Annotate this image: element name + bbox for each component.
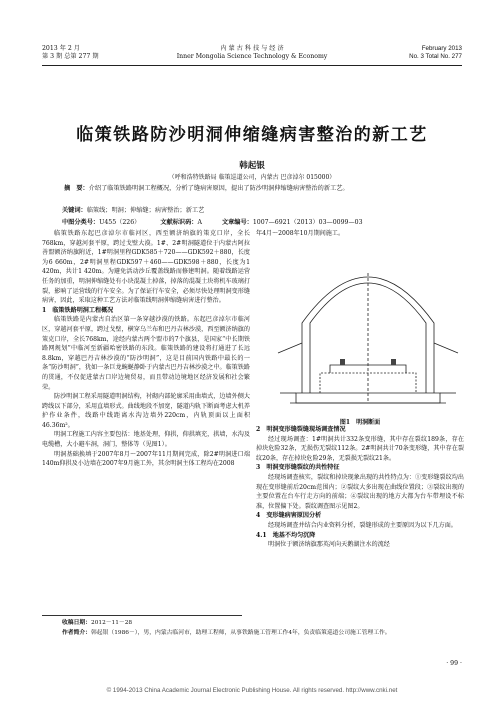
- doc-code: [160, 217, 202, 226]
- clc-label: 中图分类号：: [62, 219, 100, 226]
- paragraph: 明洞位于额济纳旗那英河向天鹅湖注水的流经: [268, 541, 390, 549]
- footnote: [62, 619, 462, 638]
- section-heading: 3 明洞变形缝裂纹的共性特征: [256, 464, 340, 472]
- author-bio: [62, 629, 462, 639]
- received-label: 收稿日期：: [62, 620, 91, 626]
- journal-name-en: Inner Mongolia Science Technology & Economy: [176, 53, 328, 61]
- paragraph: 明洞基础换填于2007年8月～2007年11月期间完成，除2#明洞进口端140m仰拱及小边墙在2007年9月施工外，其余明洞主体工程均在2008: [42, 450, 250, 468]
- id-value: 1007—6921（2013）03—0099—03: [252, 219, 363, 226]
- abstract: [42, 184, 462, 193]
- section-heading: 1 临策铁路明洞工程概况: [42, 306, 114, 314]
- tunnel-cross-section-figure: [270, 253, 466, 411]
- keywords-label: 关键词：: [62, 207, 87, 214]
- paragraph: 经现场调查并结合内业资料分析，裂缝形成的主要原因为以下几方面。: [268, 521, 457, 529]
- clc-number: [62, 217, 140, 226]
- id-label: 文章编号：: [221, 219, 253, 226]
- paragraph: 防沙明洞工程采用隧道明洞结构，衬砌内部轮廓采用曲墙式，边墙外侧大跨线以下部分，采用直墙形式。曲线地段不加宽，隧道内轨下断面考虑大机养护作业条件，线路中线距离水沟边墙外220cm，内轨顶面以上面积46.36m²。: [42, 393, 250, 429]
- keywords-text: 临策线；明洞；伸缩缝；病害整治；新工艺: [86, 207, 205, 214]
- doc-value: A: [197, 219, 202, 226]
- received-value: 2012－11－28: [91, 620, 133, 626]
- abstract-label: 摘 要：: [64, 185, 89, 192]
- paragraph: 经现场调查核实，裂纹和掉块现象出现的共性特点为：①变形缝裂纹均出现在变形缝前后20cm范围内；②裂纹大多出现在曲线位置段；③裂纹出现的主要位置在台车行走方向的前端；④裂纹出现的地方大都为台车带埋设不标准，位置偏下处。裂纹调查图示见图2。: [256, 473, 464, 510]
- paragraph: 明洞工程施工内容主要包括：地基处理，仰拱，仰拱填充，拱墙，水沟及电缆槽，大小避车洞，洞门，整体等（见图1）。: [42, 431, 250, 449]
- section-heading: 4 变形缝病害原因分析: [256, 512, 322, 520]
- article-id: [222, 217, 363, 226]
- header-issue: 第 3 期 总第 277 期: [42, 53, 99, 61]
- clc-value: U455（226）: [99, 219, 141, 226]
- journal-date-issue-en: [409, 45, 462, 62]
- paragraph: 经过现场调查：1#明洞共计332条变形缝，其中存在裂纹189条，存在掉块危险32条，无损伤无裂纹112条。2#明洞共计70条变形缝，其中存在裂纹20条，存在掉块危险29条，无裂损无裂纹21条。: [256, 435, 464, 462]
- left-column: [42, 229, 250, 469]
- author-bio-text: 韩起银（1986－），男，内蒙古临河市，助理工程师，从事铁路施工管理工作4年，负责临策巡道公司施工管理工作。: [91, 629, 391, 636]
- article-meta: [62, 217, 462, 226]
- section-heading: 2 明洞变形缝裂缝现场调查情况: [256, 426, 346, 433]
- paragraph: 年4月～2008年10月期间施工。: [256, 230, 345, 237]
- right-column: [256, 425, 464, 550]
- journal-name-cn: 内 蒙 古 科 技 与 经 济: [220, 45, 284, 52]
- doc-label: 文献标识码：: [160, 219, 198, 226]
- paragraph: 临策铁路是内蒙古自治区第一条穿越沙漠的铁路。东起巴彦淖尔市临河区，穿越河套平原，跨过戈壁，横穿乌兰布和巴丹吉林沙漠，西至额济纳旗的策克口岸，全长768km，途经内蒙古两个盟市的7个旗县，是国家“中长期铁路网规划”中临河至新疆哈密铁路的东段。临策铁路的建设将打通进了长远8.8km，穿越巴丹吉林沙漠的“防沙明洞”，这是目前国内铁路中最长的一条“防沙明洞”，犹如一条巨龙蜿蜒静卧于内蒙古巴丹吉林沙漠之中。临策铁路的贯通，不仅促进蒙古口岸边境贸易，而且带动边境地区经济发展和社会繁荣。: [42, 316, 250, 391]
- page-number: · 99 ·: [446, 660, 462, 667]
- header-date: 2013 年 2 月: [42, 45, 80, 52]
- header-date-en: February 2013: [421, 45, 462, 52]
- footnote-rule: [42, 615, 242, 616]
- right-column-top: [256, 229, 464, 239]
- author-affiliation: （呼和浩特铁路局 临策巡道公司，内蒙古 巴彦淖尔 015000）: [168, 174, 336, 181]
- author-bio-label: 作者简介：: [62, 629, 91, 636]
- header-issue-en: No. 3 Total No. 277: [409, 53, 462, 61]
- article-author: 韩起银: [239, 161, 265, 171]
- copyright-notice: © 1994-2013 China Academic Journal Electronic Publishing House. All rights reserved. http://www.cnki.net: [106, 687, 398, 694]
- abstract-text: 介绍了临策铁路明洞工程概况，分析了缝病害原因，提出了防沙明洞伸缩缝病害整治的新工艺。: [88, 185, 349, 192]
- received-date: [62, 619, 462, 629]
- header-rule: [42, 65, 462, 66]
- paragraph: 临策铁路东起巴彦淖尔市临河区，西至额济纳旗的策克口岸，全长768km，穿越河套平原，跨过戈壁大漠。1#、2#明洞隧道位于内蒙古阿拉善盟额济纳旗附近，1#明洞里程GDK585＋720——GDK592＋880，长度为6 660m，2#明洞里程GDK597＋460——GDK598＋880，长度为1 420m，共计1 420m。为避免活动沙丘覆盖线路而修建明洞。随着线路运营任务的加重，明洞伸缩缝处有小块混凝土掉落，掉落的混凝土块将机车玻璃打裂，影响了运营线的行车安全。为了保证行车安全，必须尽快处理明洞变形缝病害，因此，采取这种工艺方法对临策线明洞伸缩缝病害进行整治。: [42, 230, 250, 305]
- subsection-heading: 4.1 地基不均匀沉降: [256, 531, 316, 539]
- keywords: [62, 205, 204, 214]
- article-title: 临策铁路防沙明洞伸缩缝病害整治的新工艺: [76, 125, 428, 145]
- figure-caption: 图1 明洞断面: [339, 419, 381, 426]
